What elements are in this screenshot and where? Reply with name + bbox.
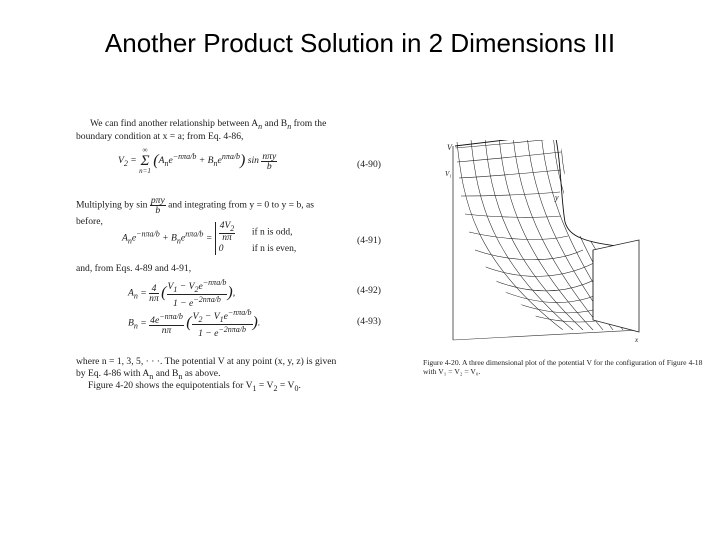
- paragraph-line: and, from Eqs. 4-89 and 4-91,: [76, 263, 192, 274]
- equation-4-93: $B_n$ = $\frac{4e^{-n\pi a/b}}{n\pi}$ ( $\frac{V_2 - V_1e^{-n\pi a/b}}{1 - e^{-2n\pi a/b}}$ ).: [128, 308, 261, 340]
- axis-label-y: y: [555, 193, 559, 202]
- slide-title: Another Product Solution in 2 Dimensions III: [104, 28, 616, 58]
- paragraph-line: Multiplying by sin $\frac{\text{pπy}}{b}$ and integrating from y = 0 to y = b, as: [76, 195, 315, 216]
- equation-number: (4-92): [357, 285, 381, 296]
- equation-4-90: $V_2$ = ∞ Σ n=1 $(A_ne^{-n\pi a/b} + B_ne^{n\pi a/b})$ sin $\frac{\text{nπy}}{b}$: [118, 146, 277, 175]
- equation-number: (4-91): [357, 235, 381, 246]
- axis-label-x: x: [635, 336, 639, 344]
- front-wall: [593, 240, 639, 332]
- paragraph-line: We can find another relationship between $A_n$ and $B_n$ from the: [90, 118, 327, 131]
- equation-4-91: $A_ne^{-n\pi a/b} + B_ne^{n\pi a/b}$ = $\frac{4V_2}{n\pi}$ if n is odd, 0 if n is even,: [122, 221, 297, 254]
- potential-surface-plot: [443, 140, 673, 345]
- equation-4-92: $A_n$ = $\frac{4}{n\pi}$ ( $\frac{V_1 - V_2e^{-n\pi a/b}}{1 - e^{-2n\pi a/b}}$ ),: [128, 278, 236, 310]
- equation-number: (4-90): [357, 159, 381, 170]
- axis-label-v1: V₁: [445, 170, 452, 178]
- paragraph-line: where n = 1, 3, 5, · · ·. The potential V at any point (x, y, z) is given: [76, 356, 337, 367]
- paragraph-line: before,: [76, 216, 103, 227]
- figure-caption: Figure 4-20. A three dimensional plot of the potential V for the configuration of Figure 4-18 with V₁ = V₂ = V₀.: [423, 358, 703, 376]
- equation-number: (4-93): [357, 316, 381, 327]
- paragraph-line: by Eq. 4-86 with $A_n$ and $B_n$ as above.: [76, 368, 221, 381]
- paragraph-line: boundary condition at x = a; from Eq. 4-86,: [76, 131, 244, 142]
- base-edge: [453, 330, 639, 340]
- surface-outline: [455, 140, 639, 248]
- paragraph-line: Figure 4-20 shows the equipotentials for $V_1 = V_2 = V_0$.: [88, 380, 301, 393]
- axis-label-v: V: [447, 143, 452, 152]
